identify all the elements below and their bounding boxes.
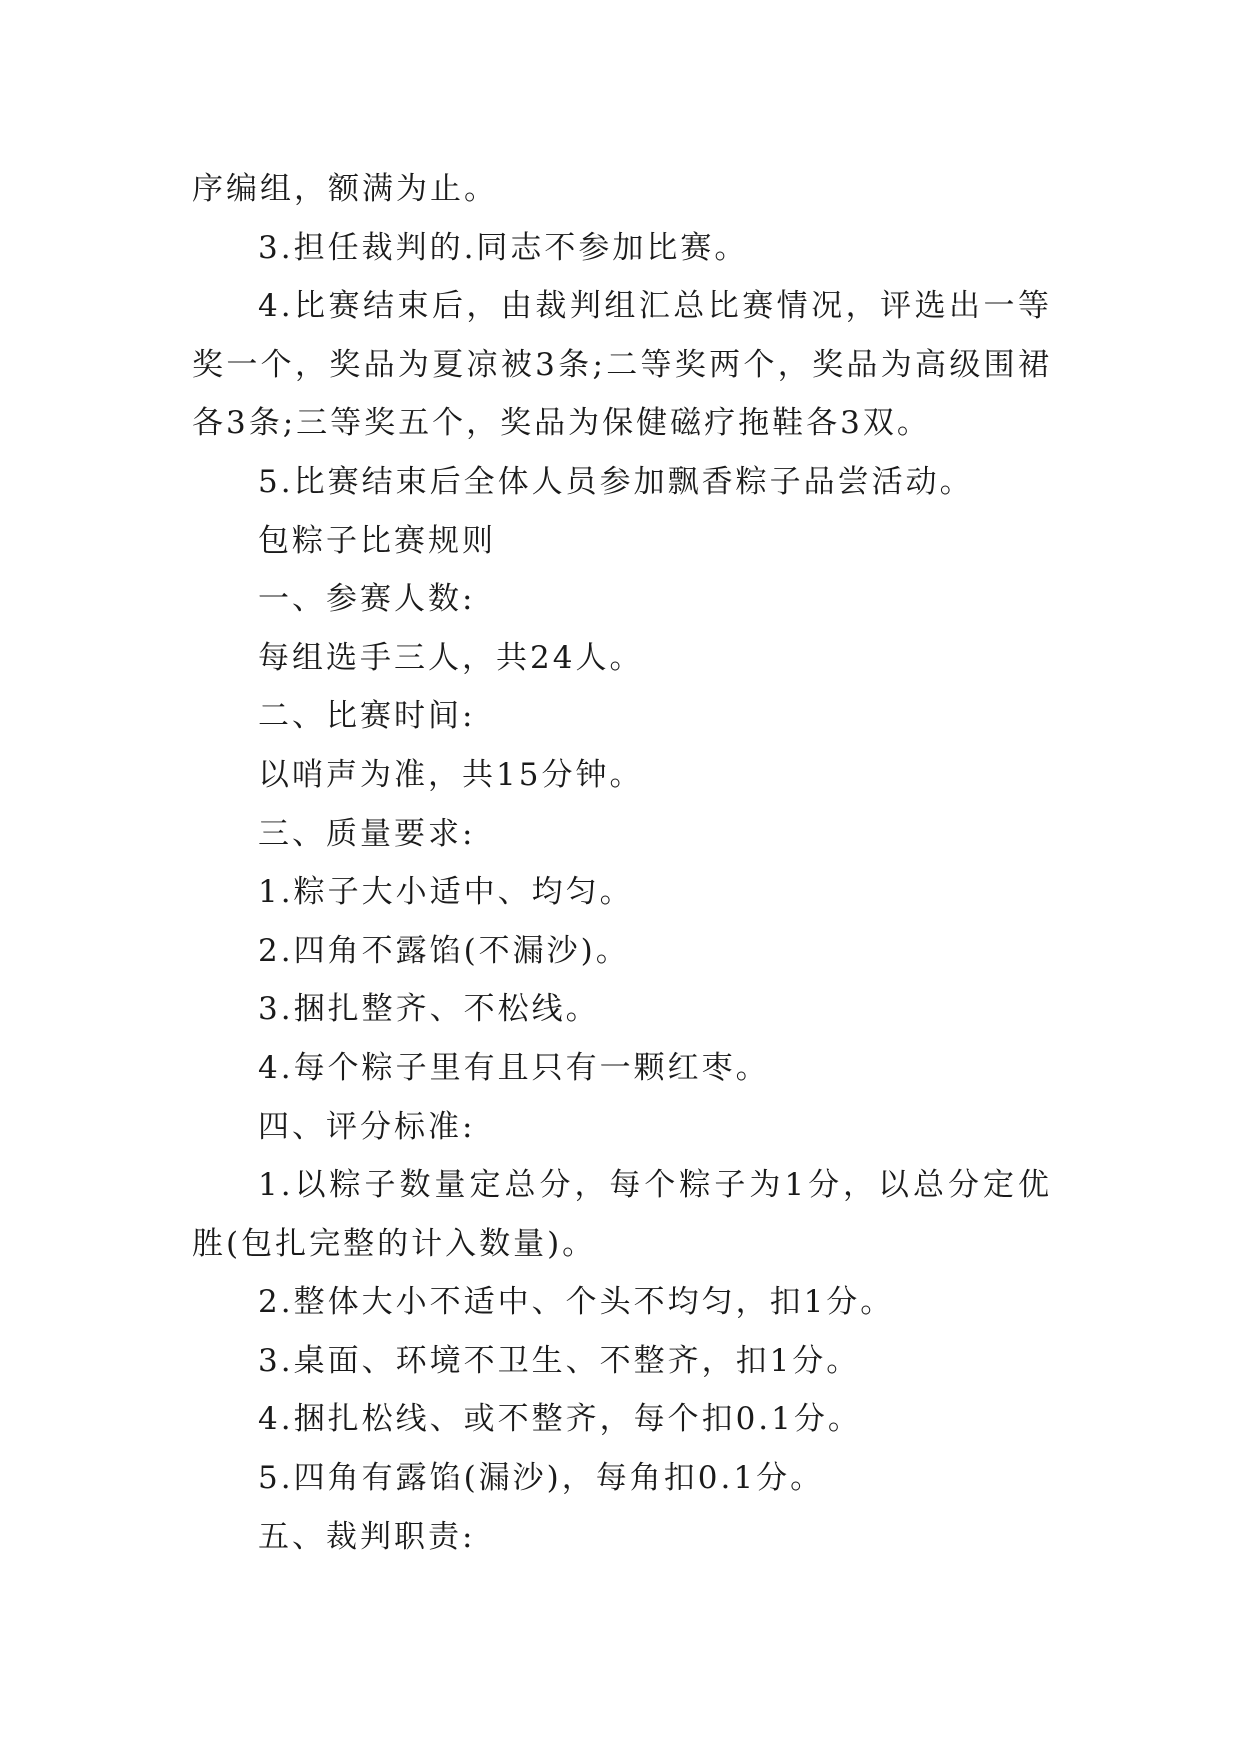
scoring-item-3: 3.桌面、环境不卫生、不整齐，扣1分。 xyxy=(258,1342,861,1379)
scoring-item-2: 2.整体大小不适中、个头不均匀，扣1分。 xyxy=(258,1284,895,1321)
paragraph-participants: 每组选手三人，共24人。 xyxy=(258,639,644,676)
heading-participants: 一、参赛人数: xyxy=(258,581,476,618)
heading-time: 二、比赛时间: xyxy=(258,698,476,735)
paragraph-item-5: 5.比赛结束后全体人员参加飘香粽子品尝活动。 xyxy=(258,463,974,500)
heading-quality: 三、质量要求: xyxy=(258,815,476,852)
quality-item-2: 2.四角不露馅(不漏沙)。 xyxy=(258,932,630,969)
document-body xyxy=(192,160,1052,1566)
heading-referee-duties: 五、裁判职责: xyxy=(258,1518,476,1555)
quality-item-3: 3.捆扎整齐、不松线。 xyxy=(258,991,600,1028)
scoring-item-4: 4.捆扎松线、或不整齐，每个扣0.1分。 xyxy=(258,1401,862,1438)
heading-scoring: 四、评分标准: xyxy=(258,1108,476,1145)
quality-item-1: 1.粽子大小适中、均匀。 xyxy=(258,874,634,911)
section-title-rules: 包粽子比赛规则 xyxy=(258,522,496,559)
scoring-item-1: 1.以粽子数量定总分，每个粽子为1分，以总分定优胜(包扎完整的计入数量)。 xyxy=(192,1167,1052,1262)
paragraph-time: 以哨声为准，共15分钟。 xyxy=(258,756,644,793)
paragraph-item-4-awards: 4.比赛结束后，由裁判组汇总比赛情况，评选出一等奖一个，奖品为夏凉被3条;二等奖两个，奖品为高级围裙各3条;三等奖五个，奖品为保健磁疗拖鞋各3双。 xyxy=(192,288,1052,442)
scoring-item-5: 5.四角有露馅(漏沙)，每角扣0.1分。 xyxy=(258,1460,825,1497)
quality-item-4: 4.每个粽子里有且只有一颗红枣。 xyxy=(258,1049,770,1086)
paragraph-continuation: 序编组，额满为止。 xyxy=(192,171,498,207)
paragraph-item-3: 3.担任裁判的.同志不参加比赛。 xyxy=(258,229,749,266)
